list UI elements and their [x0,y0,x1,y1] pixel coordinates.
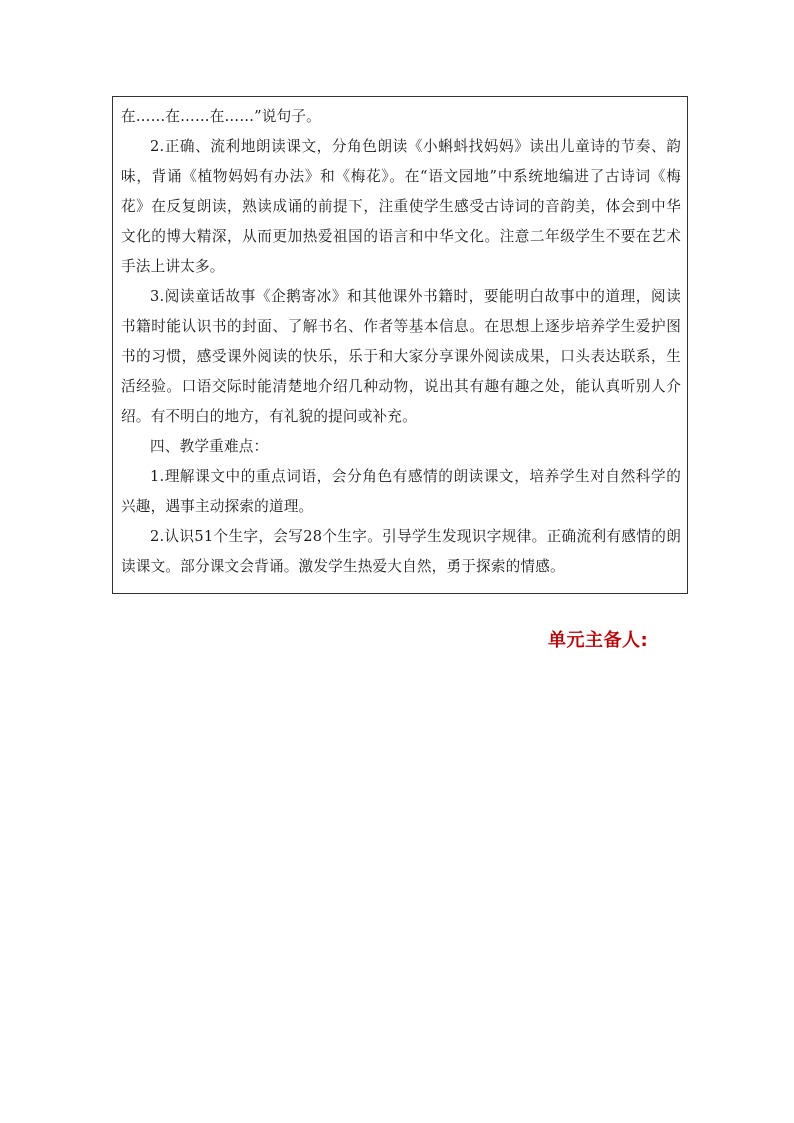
lesson-plan-text-box [112,96,688,594]
paragraph-reading-goals: 2.正确、流利地朗读课文，分角色朗读《小蝌蚪找妈妈》读出儿童诗的节奏、韵味，背诵《植物妈妈有办法》和《梅花》。在“语文园地”中系统地编进了古诗词《梅花》在反复朗读，熟读成诵的前提下，注重使学生感受古诗词的音韵美，体会到中华文化的博大精深，从而更加热爱祖国的语言和中华文化。注意二年级学生不要在艺术手法上讲太多。 [121,138,681,275]
unit-preparer-label: 单元主备人: [548,630,649,651]
paragraph-key-point-1: 1.理解课文中的重点词语，会分角色有感情的朗读课文，培养学生对自然科学的兴趣，遇事主动探索的道理。 [121,468,681,515]
paragraph-continuation: 在……在……在……”说句子。 [121,108,321,125]
section-heading-key-points: 四、教学重难点： [150,438,269,455]
paragraph-extracurricular-reading: 3.阅读童话故事《企鹅寄冰》和其他课外书籍时，要能明白故事中的道理，阅读书籍时能认识书的封面、了解书名、作者等基本信息。在思想上逐步培养学生爱护图书的习惯，感受课外阅读的快乐，乐于和大家分享课外阅读成果，口头表达联系，生活经验。口语交际时能清楚地介绍几种动物，说出其有趣有趣之处，能认真听别人介绍。有不明白的地方，有礼貌的提问或补充。 [121,288,681,425]
paragraph-key-point-2: 2.认识51个生字，会写28个生字。引导学生发现识字规律。正确流利有感情的朗读课文。部分课文会背诵。激发学生热爱大自然，勇于探索的情感。 [121,528,681,575]
